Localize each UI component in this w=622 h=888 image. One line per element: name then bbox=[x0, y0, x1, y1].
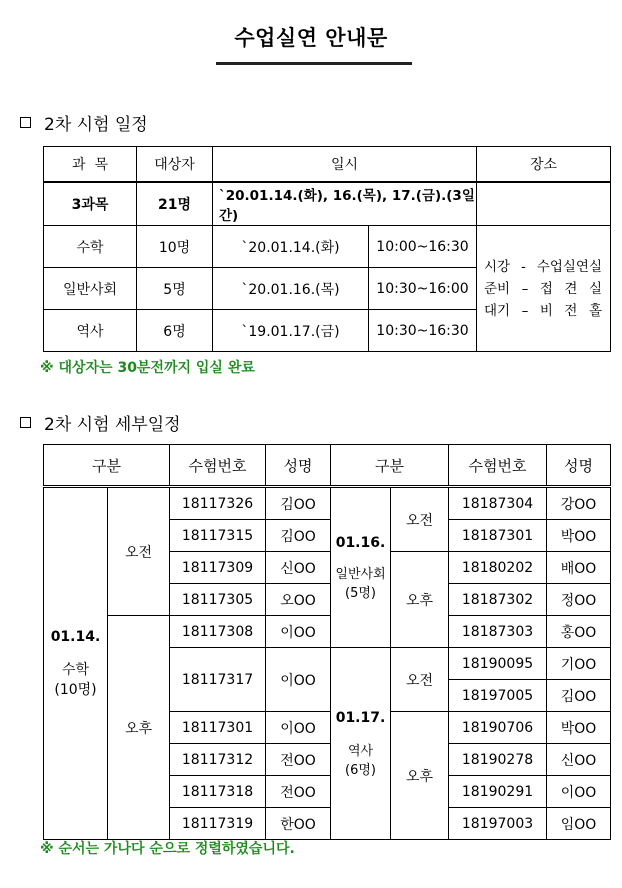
exam-number: 18117309 bbox=[170, 552, 266, 584]
row-time: 10:30~16:30 bbox=[369, 310, 477, 352]
section-schedule-heading bbox=[20, 110, 148, 135]
header-name-right: 성명 bbox=[547, 445, 611, 487]
detail-table bbox=[43, 444, 611, 840]
exam-number: 18190278 bbox=[449, 744, 547, 776]
arrival-note: ※ 대상자는 30분전까지 입실 완료 bbox=[40, 360, 255, 376]
candidate-name: 이OO bbox=[266, 616, 331, 648]
social-am-cell: 오전 bbox=[391, 487, 449, 552]
checkbox-square-icon bbox=[20, 117, 31, 128]
place-cell bbox=[477, 226, 611, 352]
schedule-row bbox=[44, 226, 611, 268]
exam-number: 18117308 bbox=[170, 616, 266, 648]
row-subject: 일반사회 bbox=[44, 268, 137, 310]
candidate-name: 김OO bbox=[547, 680, 611, 712]
exam-number: 18190095 bbox=[449, 648, 547, 680]
social-group-cell bbox=[331, 487, 391, 648]
exam-number: 18117319 bbox=[170, 808, 266, 840]
social-count: (5명) bbox=[345, 585, 376, 601]
row-date: `19.01.17.(금) bbox=[213, 310, 369, 352]
header-group-right: 구분 bbox=[331, 445, 449, 487]
math-name-cell: 이OO bbox=[266, 648, 331, 712]
social-pm-cell: 오후 bbox=[391, 552, 449, 648]
row-date: `20.01.14.(화) bbox=[213, 226, 369, 268]
exam-number: 18187304 bbox=[449, 487, 547, 520]
history-pm-cell: 오후 bbox=[391, 712, 449, 840]
header-place: 장소 bbox=[477, 147, 611, 182]
section-schedule-label: 2차 시험 일정 bbox=[44, 115, 148, 135]
checkbox-square-icon bbox=[20, 417, 31, 428]
row-time: 10:30~16:00 bbox=[369, 268, 477, 310]
candidate-name: 홍OO bbox=[547, 616, 611, 648]
place-line: 준비 – 접 견 실 bbox=[484, 280, 602, 297]
row-date: `20.01.16.(목) bbox=[213, 268, 369, 310]
exam-number: 18117318 bbox=[170, 776, 266, 808]
candidate-name: 전OO bbox=[266, 744, 331, 776]
candidate-name: 이OO bbox=[547, 776, 611, 808]
candidate-name: 신OO bbox=[547, 744, 611, 776]
page-title: 수업실연 안내문 bbox=[234, 26, 388, 50]
header-datetime: 일시 bbox=[213, 147, 477, 182]
history-am-cell: 오전 bbox=[391, 648, 449, 712]
exam-number: 18197003 bbox=[449, 808, 547, 840]
math-pm-cell: 오후 bbox=[108, 616, 170, 840]
exam-number: 18117326 bbox=[170, 487, 266, 520]
detail-header-row bbox=[44, 445, 611, 487]
section-detail-label: 2차 시험 세부일정 bbox=[44, 415, 181, 435]
history-count: (6명) bbox=[345, 762, 376, 778]
history-date: 01.17. bbox=[335, 709, 386, 726]
candidate-name: 이OO bbox=[266, 712, 331, 744]
row-subject: 역사 bbox=[44, 310, 137, 352]
header-subject: 과 목 bbox=[44, 147, 137, 182]
header-name-left: 성명 bbox=[266, 445, 331, 487]
header-count: 대상자 bbox=[137, 147, 213, 182]
candidate-name: 한OO bbox=[266, 808, 331, 840]
exam-number: 18190291 bbox=[449, 776, 547, 808]
candidate-name: 전OO bbox=[266, 776, 331, 808]
exam-number: 18187303 bbox=[449, 616, 547, 648]
history-subject: 역사 bbox=[347, 743, 374, 759]
summary-place bbox=[477, 182, 611, 226]
candidate-name: 김OO bbox=[266, 520, 331, 552]
sort-note: ※ 순서는 가나다 순으로 정렬하였습니다. bbox=[40, 841, 295, 857]
exam-number: 18180202 bbox=[449, 552, 547, 584]
math-number-cell: 18117317 bbox=[170, 648, 266, 712]
exam-number: 18190706 bbox=[449, 712, 547, 744]
schedule-header-row bbox=[44, 147, 611, 182]
math-date: 01.14. bbox=[50, 628, 101, 645]
social-date: 01.16. bbox=[335, 534, 386, 551]
header-group-left: 구분 bbox=[44, 445, 170, 487]
section-detail-heading bbox=[20, 410, 181, 435]
candidate-name: 박OO bbox=[547, 520, 611, 552]
exam-number: 18197005 bbox=[449, 680, 547, 712]
candidate-name: 오OO bbox=[266, 584, 331, 616]
row-count: 5명 bbox=[137, 268, 213, 310]
candidate-name: 박OO bbox=[547, 712, 611, 744]
detail-row bbox=[44, 616, 611, 648]
math-count: (10명) bbox=[54, 681, 97, 698]
candidate-name: 배OO bbox=[547, 552, 611, 584]
row-time: 10:00~16:30 bbox=[369, 226, 477, 268]
exam-number: 18117312 bbox=[170, 744, 266, 776]
schedule-table bbox=[43, 146, 611, 352]
header-number-right: 수험번호 bbox=[449, 445, 547, 487]
exam-number: 18117301 bbox=[170, 712, 266, 744]
math-am-cell: 오전 bbox=[108, 487, 170, 616]
schedule-summary-row bbox=[44, 182, 611, 226]
place-line: 시강 - 수업실연실 bbox=[484, 258, 602, 275]
history-group-cell bbox=[331, 648, 391, 840]
math-subject: 수학 bbox=[61, 661, 90, 678]
row-count: 6명 bbox=[137, 310, 213, 352]
candidate-name: 김OO bbox=[266, 487, 331, 520]
summary-subject: 3과목 bbox=[44, 182, 137, 226]
detail-row bbox=[44, 487, 611, 520]
exam-number: 18117305 bbox=[170, 584, 266, 616]
row-subject: 수학 bbox=[44, 226, 137, 268]
candidate-name: 강OO bbox=[547, 487, 611, 520]
title-underline bbox=[216, 62, 412, 65]
exam-number: 18187301 bbox=[449, 520, 547, 552]
exam-number: 18117315 bbox=[170, 520, 266, 552]
candidate-name: 신OO bbox=[266, 552, 331, 584]
candidate-name: 기OO bbox=[547, 648, 611, 680]
summary-datetime: `20.01.14.(화), 16.(목), 17.(금).(3일간) bbox=[213, 182, 477, 226]
summary-count: 21명 bbox=[137, 182, 213, 226]
header-number-left: 수험번호 bbox=[170, 445, 266, 487]
row-count: 10명 bbox=[137, 226, 213, 268]
place-line: 대기 – 비 전 홀 bbox=[484, 302, 602, 319]
candidate-name: 임OO bbox=[547, 808, 611, 840]
social-subject: 일반사회 bbox=[335, 566, 386, 582]
exam-number: 18187302 bbox=[449, 584, 547, 616]
candidate-name: 정OO bbox=[547, 584, 611, 616]
math-group-cell bbox=[44, 487, 108, 840]
